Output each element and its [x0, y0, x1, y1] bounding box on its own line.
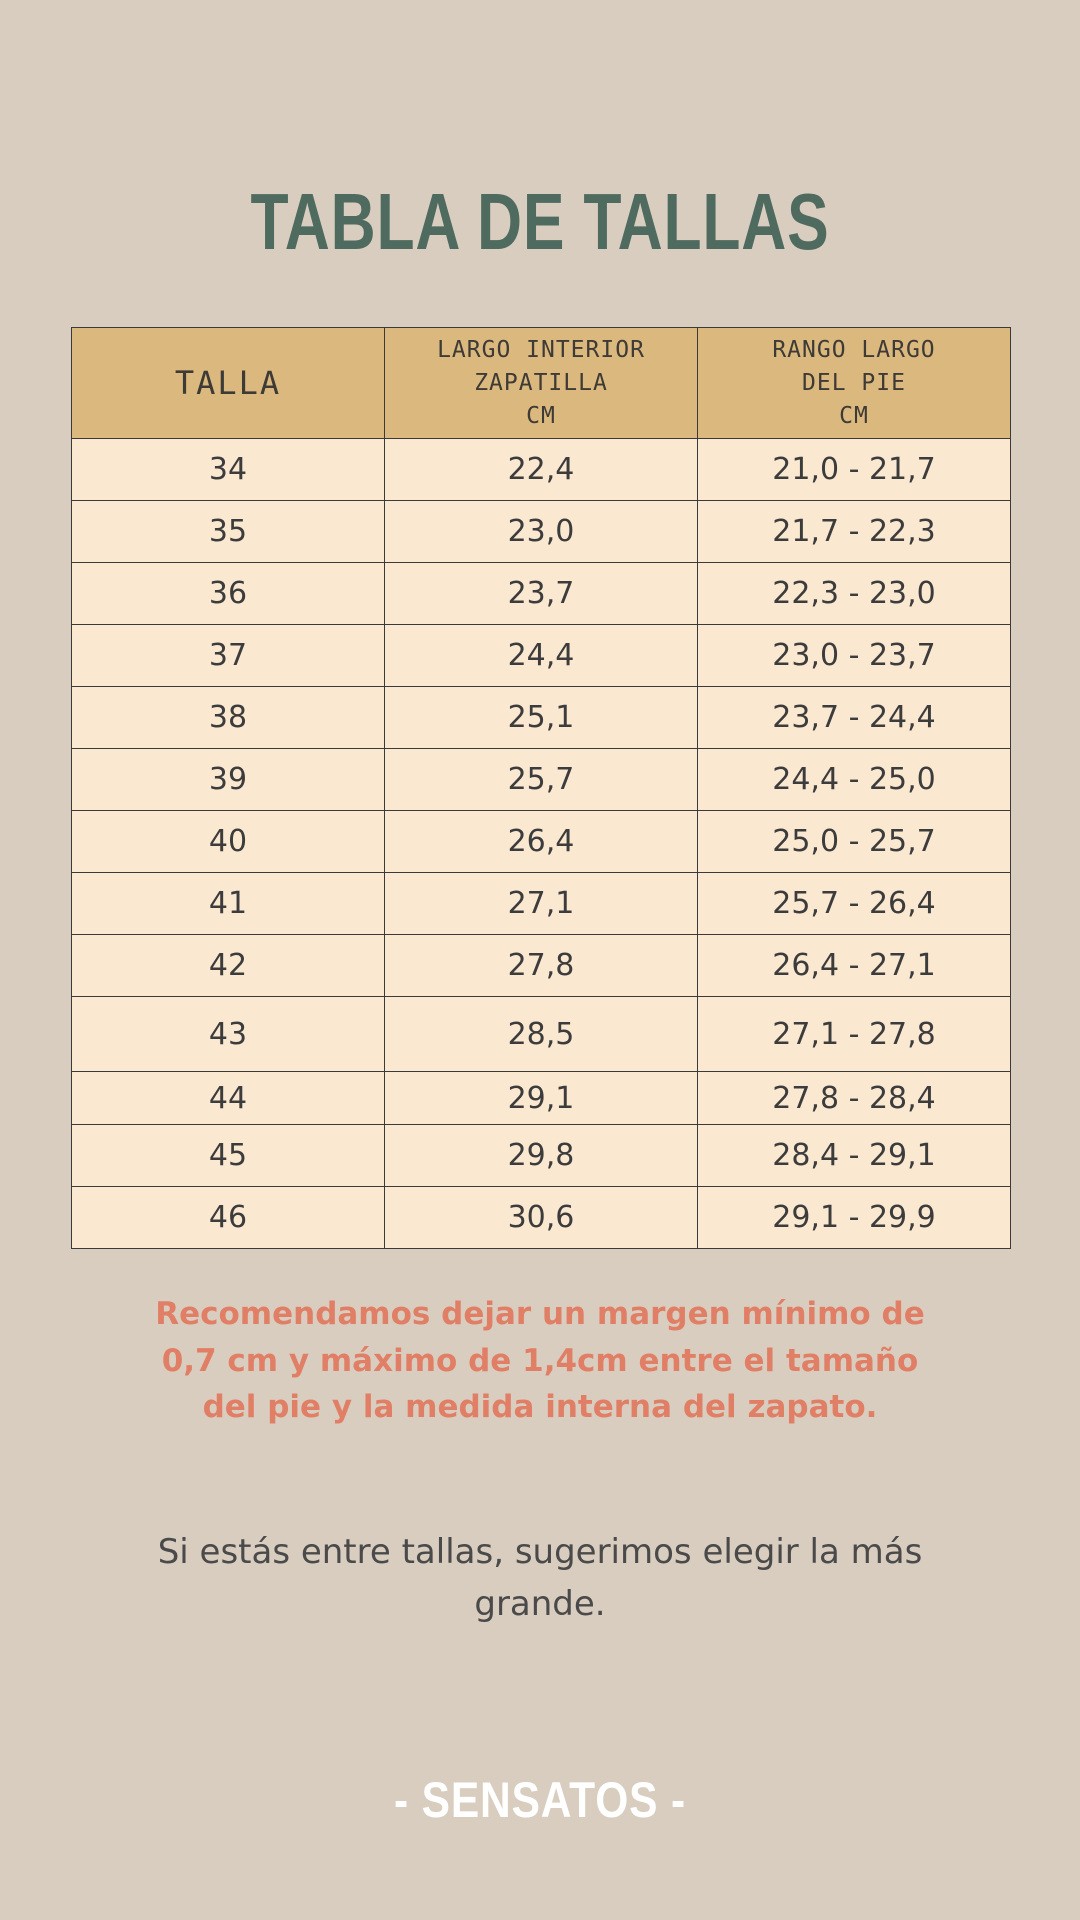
size-advice-text: Si estás entre tallas, sugerimos elegir la más grande. — [157, 1532, 923, 1624]
table-row — [72, 873, 1011, 935]
cell-rango: 27,1 - 27,8 — [698, 997, 1011, 1072]
cell-rango: 26,4 - 27,1 — [698, 935, 1011, 997]
cell-talla: 41 — [72, 873, 385, 935]
cell-talla: 43 — [72, 997, 385, 1072]
cell-largo: 23,0 — [385, 501, 698, 563]
cell-talla: 42 — [72, 935, 385, 997]
cell-largo: 28,5 — [385, 997, 698, 1072]
header-rango-line-2: DEL PIE — [802, 369, 906, 396]
table-row — [72, 501, 1011, 563]
cell-talla: 35 — [72, 501, 385, 563]
cell-talla: 45 — [72, 1125, 385, 1187]
cell-rango: 24,4 - 25,0 — [698, 749, 1011, 811]
cell-rango: 25,0 - 25,7 — [698, 811, 1011, 873]
cell-rango: 28,4 - 29,1 — [698, 1125, 1011, 1187]
table-row — [72, 935, 1011, 997]
cell-rango: 27,8 - 28,4 — [698, 1072, 1011, 1125]
cell-largo: 25,1 — [385, 687, 698, 749]
cell-rango: 29,1 - 29,9 — [698, 1187, 1011, 1249]
table-row — [72, 439, 1011, 501]
header-largo-line-2: ZAPATILLA — [474, 369, 608, 396]
table-row — [72, 811, 1011, 873]
cell-largo: 29,1 — [385, 1072, 698, 1125]
cell-rango: 21,7 - 22,3 — [698, 501, 1011, 563]
table-row — [72, 1125, 1011, 1187]
cell-talla: 37 — [72, 625, 385, 687]
cell-rango: 23,0 - 23,7 — [698, 625, 1011, 687]
table-header-row — [72, 328, 1011, 439]
cell-rango: 21,0 - 21,7 — [698, 439, 1011, 501]
table-row — [72, 687, 1011, 749]
table-row — [72, 1187, 1011, 1249]
header-rango-largo — [698, 328, 1011, 439]
cell-talla: 44 — [72, 1072, 385, 1125]
cell-largo: 30,6 — [385, 1187, 698, 1249]
cell-largo: 22,4 — [385, 439, 698, 501]
cell-rango: 25,7 - 26,4 — [698, 873, 1011, 935]
cell-largo: 23,7 — [385, 563, 698, 625]
table-row — [72, 563, 1011, 625]
size-table — [71, 327, 1011, 1249]
header-largo-line-1: LARGO INTERIOR — [437, 336, 645, 363]
cell-rango: 22,3 - 23,0 — [698, 563, 1011, 625]
cell-talla: 34 — [72, 439, 385, 501]
cell-largo: 25,7 — [385, 749, 698, 811]
table-row — [72, 749, 1011, 811]
cell-talla: 39 — [72, 749, 385, 811]
size-margin-note: Recomendamos dejar un margen mínimo de 0,7 cm y máximo de 1,4cm entre el tamaño del pie y la medida interna del zapato. — [155, 1296, 925, 1425]
table-row — [72, 1072, 1011, 1125]
header-largo-line-3: CM — [526, 402, 556, 429]
cell-largo: 27,1 — [385, 873, 698, 935]
cell-largo: 27,8 — [385, 935, 698, 997]
cell-largo: 29,8 — [385, 1125, 698, 1187]
brand-logo: - SENSATOS - — [393, 1772, 687, 1828]
cell-largo: 26,4 — [385, 811, 698, 873]
cell-talla: 40 — [72, 811, 385, 873]
table-row — [72, 625, 1011, 687]
header-rango-line-3: CM — [839, 402, 869, 429]
cell-talla: 38 — [72, 687, 385, 749]
table-row — [72, 997, 1011, 1072]
page-title: TABLA DE TALLAS — [250, 177, 830, 266]
cell-talla: 46 — [72, 1187, 385, 1249]
header-rango-line-1: RANGO LARGO — [772, 336, 936, 363]
cell-rango: 23,7 - 24,4 — [698, 687, 1011, 749]
header-largo-interior — [385, 328, 698, 439]
cell-talla: 36 — [72, 563, 385, 625]
header-talla: TALLA — [72, 328, 385, 439]
cell-largo: 24,4 — [385, 625, 698, 687]
